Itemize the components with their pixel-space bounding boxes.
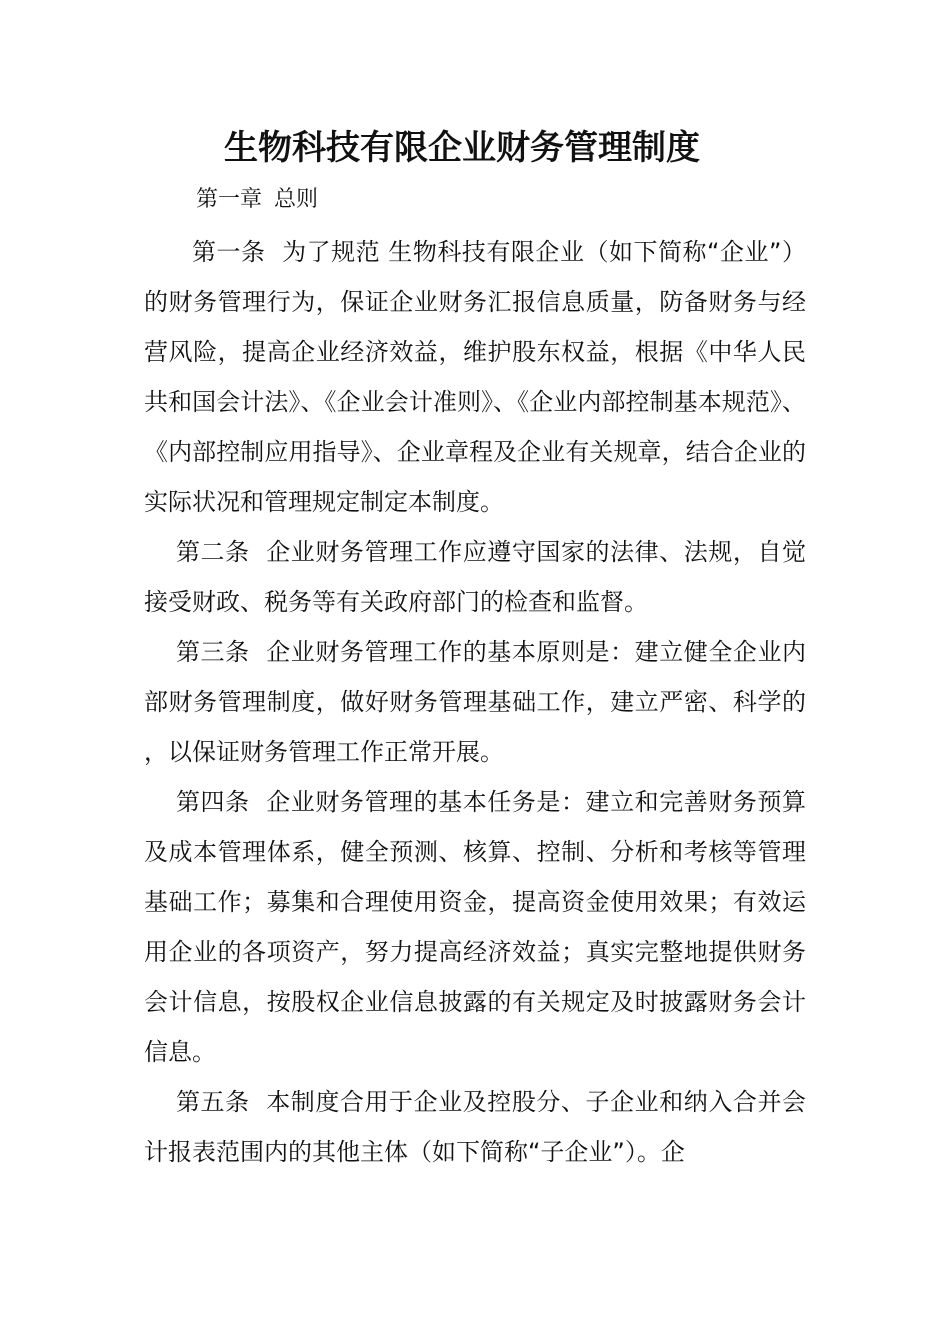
- chapter-name: 总则: [274, 187, 319, 212]
- chapter-heading: [196, 180, 318, 220]
- article-text: 企业财务管理的基本任务是：建立和完善财务预算及成本管理体系，健全预测、核算、控制、分析和考核等管理基础工作；募集和合理使用资金，提高资金使用效果；有效运用企业的各项资产，努力提高经济效益；真实完整地提供财务会计信息，按股权企业信息披露的有关规定及时披露财务会计信息。: [144, 788, 807, 1066]
- article-4: [144, 777, 806, 1077]
- article-1: [144, 227, 806, 527]
- article-label: 第五条: [176, 1088, 250, 1116]
- article-text: 企业财务管理工作的基本原则是：建立健全企业内部财务管理制度，做好财务管理基础工作，建立严密、科学的 ，以保证财务管理工作正常开展。: [144, 638, 807, 766]
- article-label: 第四条: [176, 788, 250, 816]
- article-text: 本制度合用于企业及控股分、子企业和纳入合并会计报表范围内的其他主体（如下简称“子企业”）。企: [144, 1088, 807, 1166]
- article-5: [144, 1077, 806, 1177]
- article-3: [144, 627, 806, 777]
- document-body: [144, 227, 806, 1177]
- article-label: 第二条: [176, 538, 250, 566]
- article-text: 企业财务管理工作应遵守国家的法律、法规，自觉接受财政、税务等有关政府部门的检查和监督。: [144, 538, 807, 616]
- article-label: 第一条: [192, 238, 266, 266]
- chapter-number: 第一章: [196, 187, 263, 212]
- article-2: [144, 527, 806, 627]
- article-text: 为了规范 生物科技有限企业（如下简称“企业”）的财务管理行为，保证企业财务汇报信息质量，防备财务与经营风险，提高企业经济效益，维护股东权益，根据《中华人民共和国会计法》、《企业会计准则》、《企业内部控制基本规范》、《内部控制应用指导》、企业章程及企业有关规章，结合企业的实际状况和管理规定制定本制度。: [144, 238, 806, 516]
- document-title: 生物科技有限企业财务管理制度: [224, 128, 700, 168]
- article-label: 第三条: [176, 638, 250, 666]
